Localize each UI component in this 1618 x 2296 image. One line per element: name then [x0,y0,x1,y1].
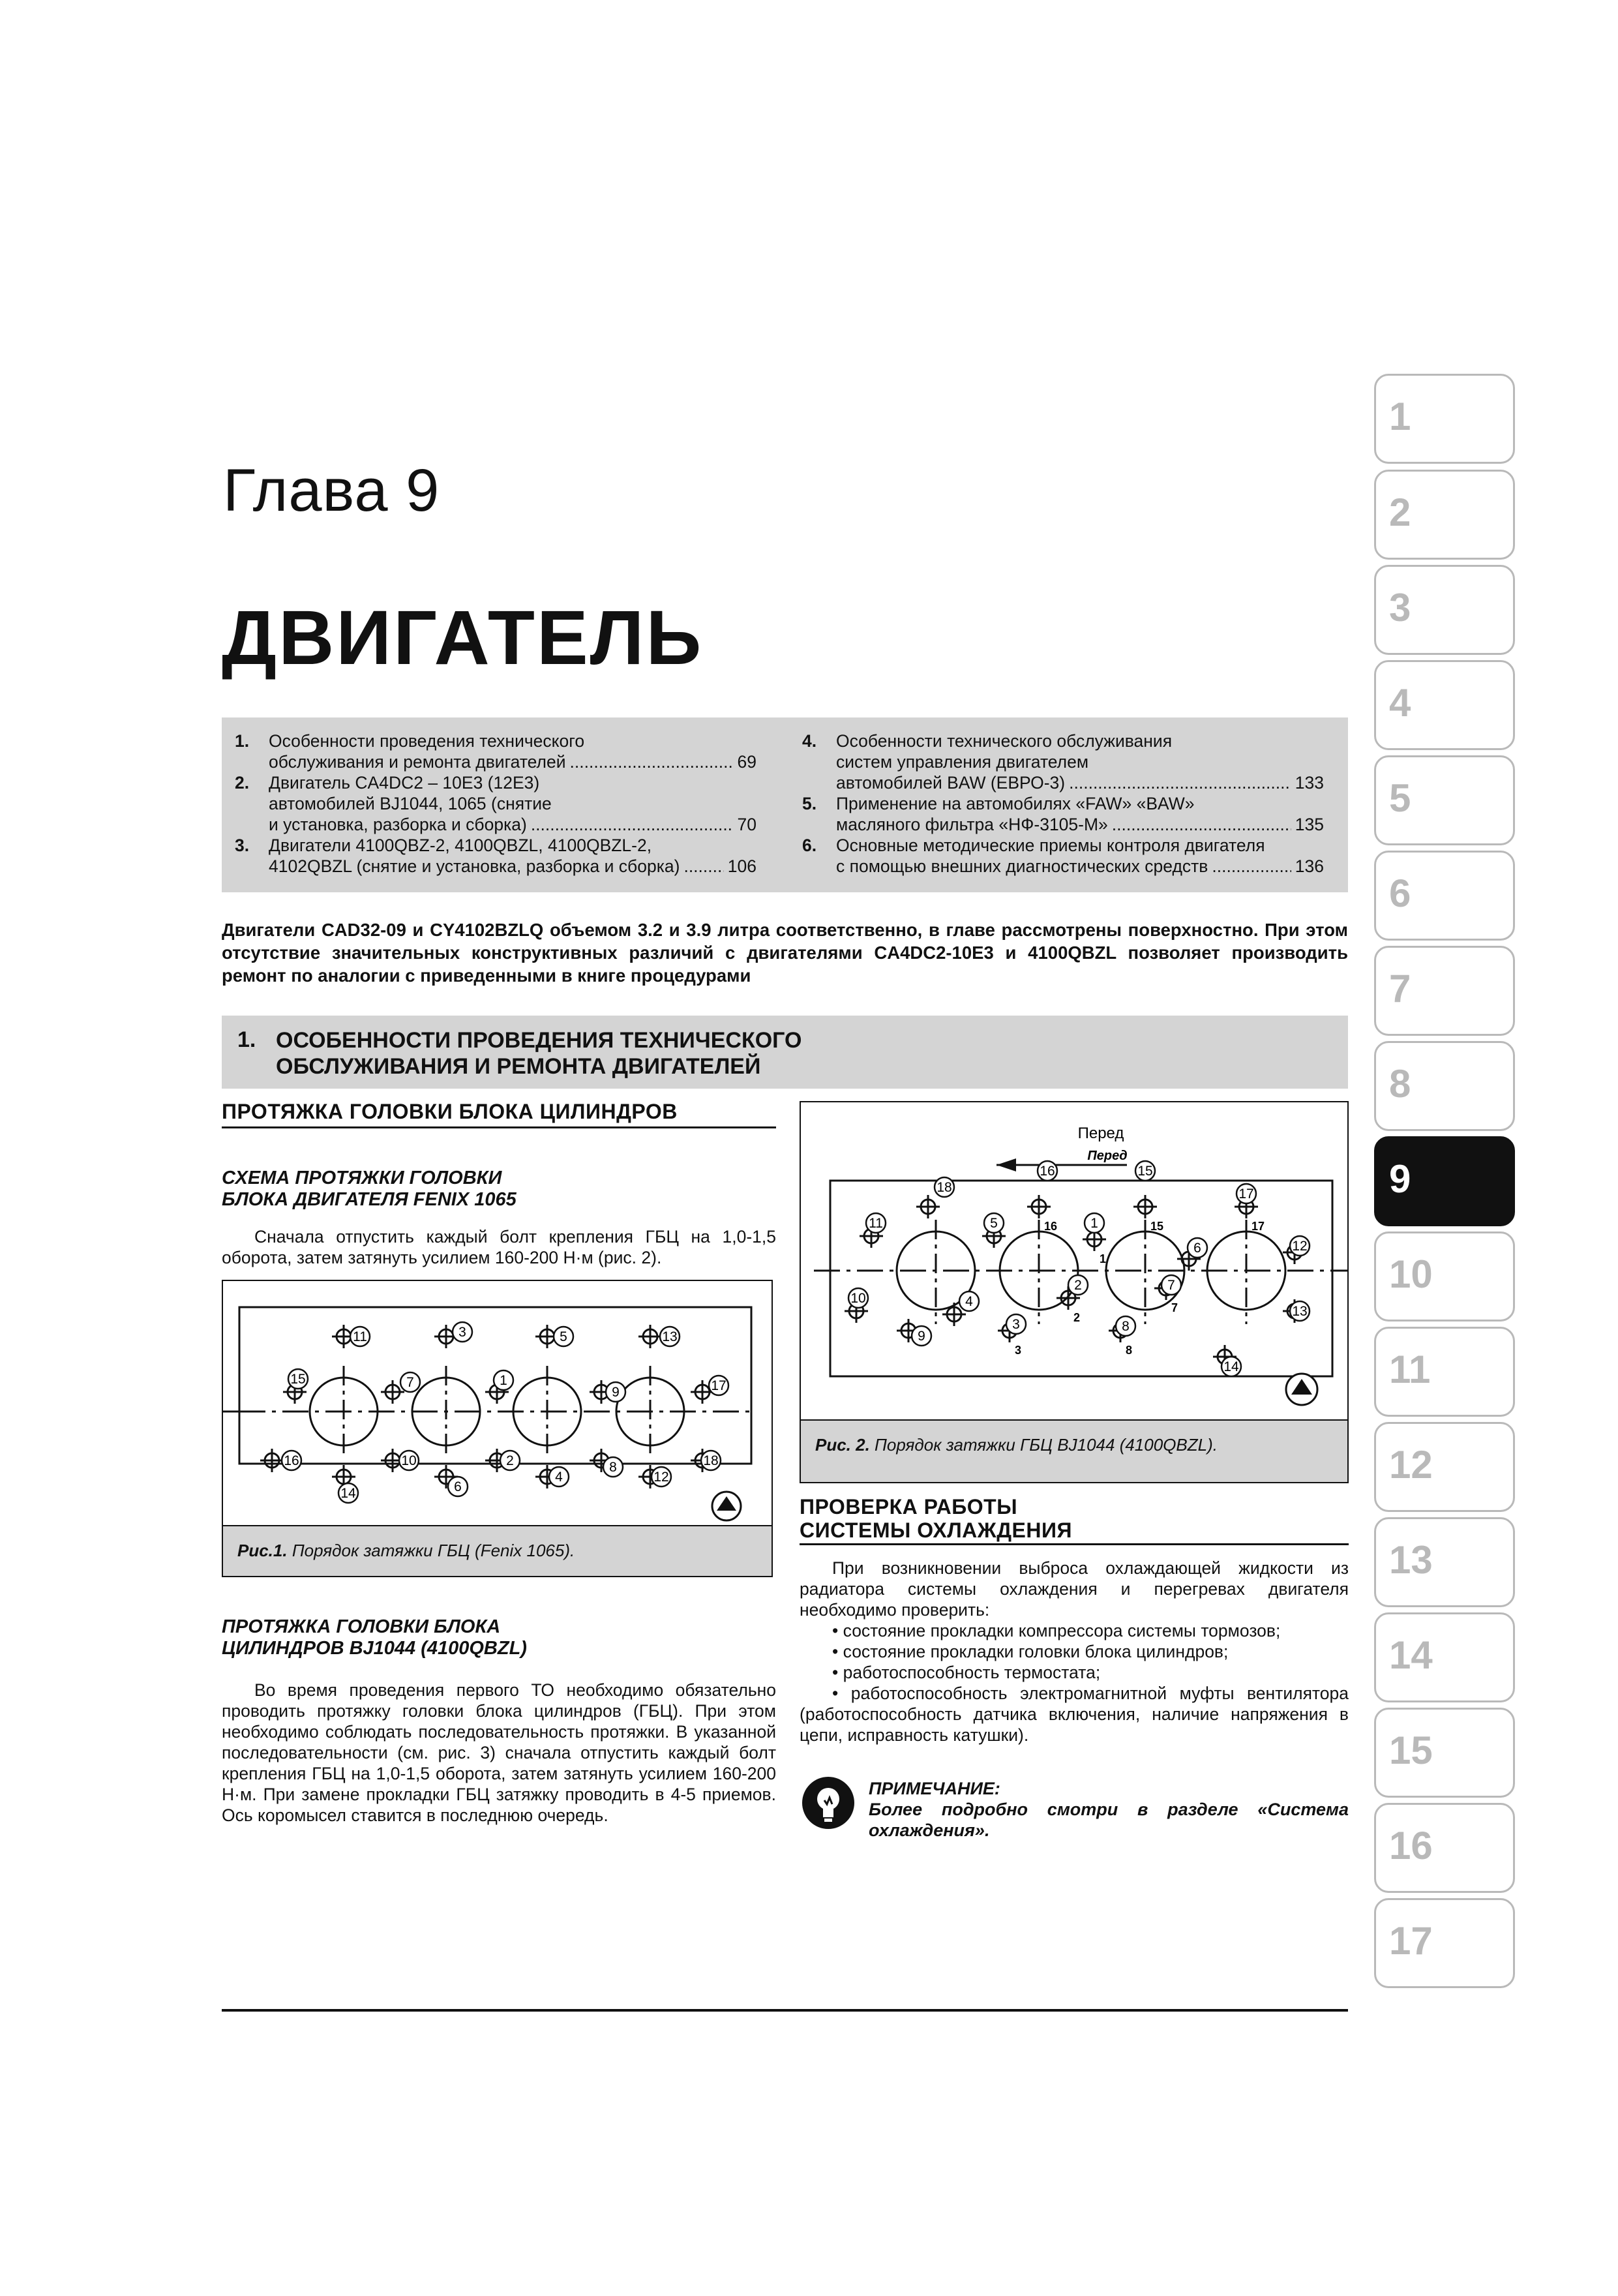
tab-label: 12 [1389,1443,1433,1487]
svg-text:10: 10 [850,1291,866,1306]
bolt-marker-12 [638,1465,671,1488]
svg-text:5: 5 [990,1216,998,1231]
toc-text: автомобилей BAW (ЕВРО-3) [836,773,1066,793]
tab-label: 6 [1389,871,1411,915]
toc-text: Основные методические приемы контроля двигателя [836,836,1265,855]
svg-text:4: 4 [555,1470,563,1485]
front-label: Перед [1077,1125,1124,1142]
toc-page: 133 [1295,773,1324,793]
paragraph-fenix: Сначала отпустить каждый болт крепления ГБЦ на 1,0-1,5 оборота, затем затянуть усилием 160-200 Н·м (рис. 2). [222,1227,776,1267]
tab-label: 11 [1389,1348,1431,1391]
chapter-tab-12[interactable] [1374,1422,1515,1512]
chapter-tab-13[interactable] [1374,1517,1515,1607]
svg-text:8: 8 [1122,1319,1130,1334]
tab-label: 4 [1389,681,1411,725]
svg-text:11: 11 [869,1216,883,1231]
tab-label: 14 [1389,1633,1433,1677]
intro-paragraph: Двигатели CAD32-09 и CY4102BZLQ объемом 3.2 и 3.9 литра соответственно, в главе рассмотрены поверхностно. При этом отсутствие значительных конструктивных различий с двигателями CA4DC2-10E3 и 4100QBZL позволяет производить ремонт по аналогии с приведенными в книге процедурами [222,920,1348,986]
bolt-marker-13 [1283,1299,1310,1323]
svg-text:18: 18 [703,1453,719,1468]
subheading-line: ЦИЛИНДРОВ BJ1044 (4100QBZL) [222,1638,527,1659]
svg-text:8: 8 [609,1460,617,1475]
publisher-logo [712,1492,741,1520]
toc-entry[interactable] [802,835,1324,877]
chapter-tab-14[interactable] [1374,1612,1515,1702]
bolt-marker-8 [1109,1316,1135,1357]
svg-text:5: 5 [560,1329,567,1344]
bolt-marker-4 [535,1465,569,1488]
list-item: • состояние прокладки головки блока цилиндров; [832,1642,1229,1661]
chapter-tab-17[interactable] [1374,1898,1515,1988]
figure-2-caption [800,1421,1349,1483]
tab-label: 15 [1389,1729,1433,1772]
svg-text:12: 12 [653,1470,669,1485]
toc-text: обслуживания и ремонта двигателей [269,752,566,772]
caption-label: Рис.1. [237,1541,288,1560]
bolt-marker-13 [638,1325,680,1348]
bolt-marker-6 [434,1465,468,1496]
toc-page: 69 [737,752,757,772]
bolt-marker-9 [897,1319,931,1346]
bolt-marker-11 [332,1325,370,1348]
heading-line: ПРОВЕРКА РАБОТЫ [800,1495,1018,1518]
svg-text:16: 16 [1044,1220,1058,1233]
svg-text:1: 1 [1090,1216,1098,1231]
list-item: • состояние прокладки компрессора системы тормозов; [832,1621,1281,1640]
section-title-line: ОСОБЕННОСТИ ПРОВЕДЕНИЯ ТЕХНИЧЕСКОГО [276,1028,802,1053]
caption-text: Порядок затяжки ГБЦ BJ1044 (4100QBZL). [869,1435,1218,1455]
heading-line: СИСТЕМЫ ОХЛАЖДЕНИЯ [800,1518,1072,1542]
bolt-marker-16 [1027,1161,1057,1233]
svg-text:15: 15 [1150,1220,1164,1233]
bolt-marker-5 [535,1325,573,1348]
bolt-marker-2 [485,1449,520,1472]
tab-label: 9 [1389,1157,1411,1201]
heading-cooling-check [800,1495,1349,1545]
toc-text: Особенности технического обслуживания [836,731,1173,751]
toc-text: автомобилей BJ1044, 1065 (снятие [269,794,552,813]
tab-label: 13 [1389,1538,1433,1582]
toc-page: 70 [737,815,757,834]
tab-label: 17 [1389,1919,1433,1963]
note-text: Более подробно смотри в разделе «Система охлаждения». [869,1800,1349,1840]
tab-label: 16 [1389,1824,1433,1867]
cooling-check-list [800,1620,1349,1745]
bolt-marker-18 [691,1449,721,1472]
subheading-bj1044 [222,1616,776,1659]
bottom-rule [222,2009,1348,2012]
toc-number: 4. [802,731,817,751]
svg-text:6: 6 [1193,1241,1201,1256]
chapter-tab-2[interactable] [1374,470,1515,560]
toc-entry[interactable] [235,731,757,772]
chapter-tab-3[interactable] [1374,565,1515,655]
svg-text:11: 11 [353,1329,367,1344]
toc-text: Двигатели 4100QBZ-2, 4100QBZL, 4100QBZL-2, [269,836,652,855]
svg-text:10: 10 [401,1453,417,1468]
toc-entry[interactable] [802,793,1324,835]
chapter-tab-5[interactable] [1374,755,1515,845]
chapter-tab-9[interactable] [1374,1136,1515,1226]
bolt-marker-14 [332,1465,358,1503]
svg-text:15: 15 [1137,1164,1153,1179]
heading-head-tightening: ПРОТЯЖКА ГОЛОВКИ БЛОКА ЦИЛИНДРОВ [222,1100,776,1128]
note-block [869,1778,1349,1841]
svg-text:17: 17 [711,1378,727,1393]
chapter-tab-7[interactable] [1374,946,1515,1036]
toc-column-left [235,731,757,877]
toc-text: масляного фильтра «НФ-3105-М» [836,815,1108,834]
front-label-italic: Перeд [1087,1149,1128,1163]
svg-text:9: 9 [612,1385,620,1400]
chapter-tab-15[interactable] [1374,1708,1515,1798]
svg-text:7: 7 [406,1375,414,1390]
note-title: ПРИМЕЧАНИЕ: [869,1779,1000,1798]
toc-text: Двигатель CA4DC2 – 10E3 (12E3) [269,773,540,793]
svg-text:18: 18 [936,1180,952,1195]
bolt-marker-17 [1235,1184,1265,1233]
section-heading-bar [222,1016,1348,1089]
svg-text:17: 17 [1251,1220,1265,1233]
chapter-tab-6[interactable] [1374,851,1515,941]
bolt-marker-3 [434,1322,472,1348]
svg-text:2: 2 [1074,1278,1082,1293]
svg-text:17: 17 [1238,1186,1254,1201]
tab-label: 10 [1389,1252,1433,1296]
svg-text:7: 7 [1171,1301,1178,1314]
toc-number: 6. [802,836,817,855]
svg-text:6: 6 [454,1479,462,1494]
caption-text: Порядок затяжки ГБЦ (Fenix 1065). [287,1541,575,1560]
cylinder-head-diagram-fenix [223,1281,772,1525]
bolt-marker-3 [998,1314,1026,1357]
figure-1 [222,1280,773,1526]
figure-1-caption [222,1526,773,1577]
toc-entry[interactable] [235,772,757,835]
tab-label: 2 [1389,491,1411,534]
svg-text:2: 2 [506,1453,514,1468]
toc-number: 1. [235,731,250,751]
toc-entry[interactable] [235,835,757,877]
svg-text:16: 16 [1040,1164,1055,1179]
tab-label: 3 [1389,586,1411,629]
list-item: • работоспособность электромагнитной муфты вентилятора (работоспособность датчика включения, наличие напряжения в цепи, исправность катушки). [800,1684,1349,1745]
toc-page: 106 [727,856,757,876]
toc-number: 2. [235,773,250,793]
section-title-line: ОБСЛУЖИВАНИЯ И РЕМОНТА ДВИГАТЕЛЕЙ [276,1054,761,1079]
bolt-marker-5 [982,1213,1006,1248]
toc-text: Особенности проведения технического [269,731,585,751]
bolt-marker-11 [860,1213,886,1248]
chapter-label: Глава 9 [223,457,440,524]
chapter-tab-11[interactable] [1374,1327,1515,1417]
note-bulb-icon [801,1775,856,1830]
svg-text:9: 9 [918,1329,925,1344]
paragraph-bj1044: Во время проведения первого ТО необходимо обязательно проводить протяжку головки блока цилиндров (ГБЦ). При этом необходимо соблюдать последовательность протяжки. В указанной последовательности (см. рис. 3) сначала отпустить каждый болт крепления ГБЦ на 1,0-1,5 оборота, затем затянуть усилием 160-200 Н·м. При замене прокладки ГБЦ затяжку проводить в 4-5 приемов. Ось коромысел ставится в последнюю очередь. [222,1680,776,1825]
figure-2 [800,1101,1349,1421]
bolt-marker-1 [1083,1213,1106,1265]
svg-text:2: 2 [1073,1311,1081,1324]
svg-text:13: 13 [1292,1304,1308,1319]
svg-text:13: 13 [662,1329,678,1344]
paragraph-cooling: При возникновении выброса охлаждающей жидкости из радиатора системы охлаждения и перегревах двигателя необходимо проверить: [800,1558,1349,1620]
subheading-line: БЛОКА ДВИГАТЕЛЯ FENIX 1065 [222,1189,517,1210]
svg-text:3: 3 [458,1325,466,1340]
svg-text:3: 3 [1015,1344,1022,1357]
svg-text:1: 1 [1100,1252,1107,1265]
tab-label: 1 [1389,395,1411,438]
bolt-marker-15 [283,1369,308,1404]
tab-label: 8 [1389,1062,1411,1106]
svg-text:14: 14 [340,1486,356,1501]
svg-text:12: 12 [1292,1239,1308,1254]
toc-text: систем управления двигателем [836,752,1089,772]
toc-text: Применение на автомобилях «FAW» «BAW» [836,794,1195,813]
bolt-marker-14 [1213,1345,1241,1376]
toc-text: 4102QBZL (снятие и установка, разборка и сборка) [269,856,680,876]
bolt-marker-9 [590,1380,625,1404]
chapter-tab-1[interactable] [1374,374,1515,464]
bolt-marker-2 [1056,1275,1088,1324]
svg-text:7: 7 [1167,1278,1175,1293]
toc-page: 136 [1295,856,1324,876]
svg-text:16: 16 [284,1453,299,1468]
cylinder-head-diagram-bj1044 [801,1102,1347,1419]
bolt-marker-1 [485,1370,513,1404]
bolt-marker-8 [590,1449,623,1477]
section-title [276,1027,1254,1080]
svg-text:15: 15 [290,1372,306,1387]
svg-text:3: 3 [1012,1317,1020,1332]
toc-number: 5. [802,794,817,813]
bolt-marker-15 [1133,1161,1163,1233]
toc-column-right [802,731,1324,877]
tab-label: 7 [1389,967,1411,1010]
chapter-title: ДВИГАТЕЛЬ [222,595,704,681]
list-item: • работоспособность термостата; [832,1663,1101,1682]
subheading-fenix-scheme [222,1168,776,1211]
chapter-tab-10[interactable] [1374,1231,1515,1322]
bolt-marker-18 [916,1177,954,1218]
chapter-toc [222,718,1348,892]
chapter-tab-16[interactable] [1374,1803,1515,1893]
toc-text: с помощью внешних диагностических средств [836,856,1208,876]
bolt-marker-10 [845,1288,868,1323]
svg-text:14: 14 [1223,1359,1239,1374]
subheading-line: ПРОТЯЖКА ГОЛОВКИ БЛОКА [222,1616,501,1637]
bolt-marker-17 [691,1376,728,1404]
caption-label: Рис. 2. [815,1435,870,1455]
publisher-logo [1286,1374,1317,1405]
toc-number: 3. [235,836,250,855]
toc-page: 135 [1295,815,1324,834]
toc-text: и установка, разборка и сборка) [269,815,527,834]
chapter-tab-8[interactable] [1374,1041,1515,1131]
tab-label: 5 [1389,776,1411,820]
svg-text:1: 1 [500,1373,507,1388]
toc-entry[interactable] [802,731,1324,793]
svg-text:8: 8 [1126,1344,1133,1357]
chapter-tab-4[interactable] [1374,660,1515,750]
bolt-marker-16 [260,1449,301,1472]
bolt-marker-10 [381,1449,419,1472]
svg-text:4: 4 [965,1294,973,1309]
section-number: 1. [237,1027,256,1052]
bolt-marker-12 [1283,1236,1310,1264]
subheading-line: СХЕМА ПРОТЯЖКИ ГОЛОВКИ [222,1168,502,1188]
